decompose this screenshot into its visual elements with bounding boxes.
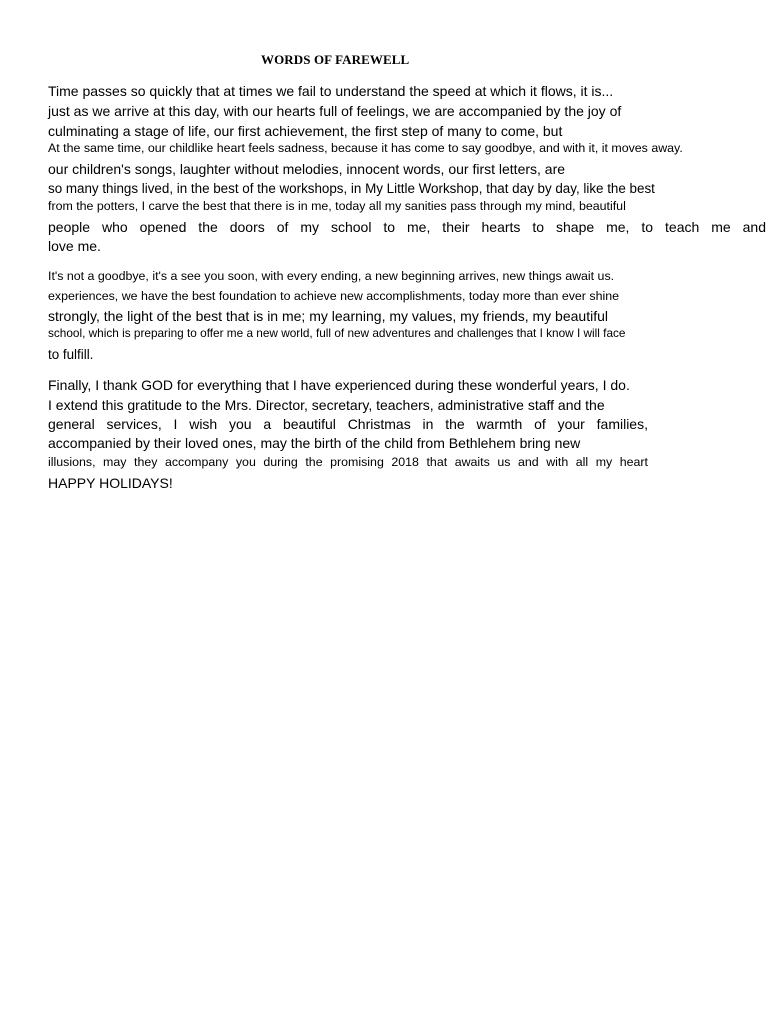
paragraph-1-line-4: At the same time, our childlike heart feels sadness, because it has come to say goodbye, and with it, it moves away. — [48, 141, 683, 155]
paragraph-3-line-3: general services, I wish you a beautiful Christmas in the warmth of your families, — [48, 416, 648, 432]
paragraph-1-line-2: just as we arrive at this day, with our hearts full of feelings, we are accompanied by the joy of — [48, 103, 622, 119]
paragraph-1-line-8: people who opened the doors of my school to me, their hearts to shape me, to teach me and — [48, 219, 766, 235]
paragraph-1-line-1: Time passes so quickly that at times we fail to understand the speed at which it flows, it is... — [48, 83, 614, 99]
paragraph-3-line-1: Finally, I thank GOD for everything that I have experienced during these wonderful years, I do. — [48, 377, 630, 393]
paragraph-2-line-2: experiences, we have the best foundation to achieve new accomplishments, today more than ever shine — [48, 289, 619, 303]
paragraph-1-line-5: our children's songs, laughter without melodies, innocent words, our first letters, are — [48, 161, 566, 177]
paragraph-3-line-2: I extend this gratitude to the Mrs. Director, secretary, teachers, administrative staff and the — [48, 397, 605, 413]
paragraph-3-line-4: accompanied by their loved ones, may the birth of the child from Bethlehem bring new — [48, 435, 581, 451]
paragraph-2-line-1: It's not a goodbye, it's a see you soon, with every ending, a new beginning arrives, new things await us. — [48, 269, 615, 283]
closing-greeting: HAPPY HOLIDAYS! — [48, 475, 173, 491]
paragraph-2-line-3: strongly, the light of the best that is in me; my learning, my values, my friends, my beautiful — [48, 308, 608, 324]
document-title: WORDS OF FAREWELL — [261, 52, 410, 67]
paragraph-1-line-6: so many things lived, in the best of the workshops, in My Little Workshop, that day by day, like the best — [48, 181, 655, 196]
paragraph-1-line-7: from the potters, I carve the best that there is in me, today all my sanities pass through my mind, beautiful — [48, 199, 626, 213]
paragraph-1-line-9: love me. — [48, 238, 101, 254]
paragraph-2-line-4: school, which is preparing to offer me a new world, full of new adventures and challenges that I know I will face — [48, 326, 626, 340]
paragraph-1-line-3: culminating a stage of life, our first achievement, the first step of many to come, but — [48, 123, 563, 139]
paragraph-2-line-5: to fulfill. — [48, 347, 94, 362]
paragraph-3-line-5: illusions, may they accompany you during the promising 2018 that awaits us and with all my heart — [48, 455, 648, 469]
